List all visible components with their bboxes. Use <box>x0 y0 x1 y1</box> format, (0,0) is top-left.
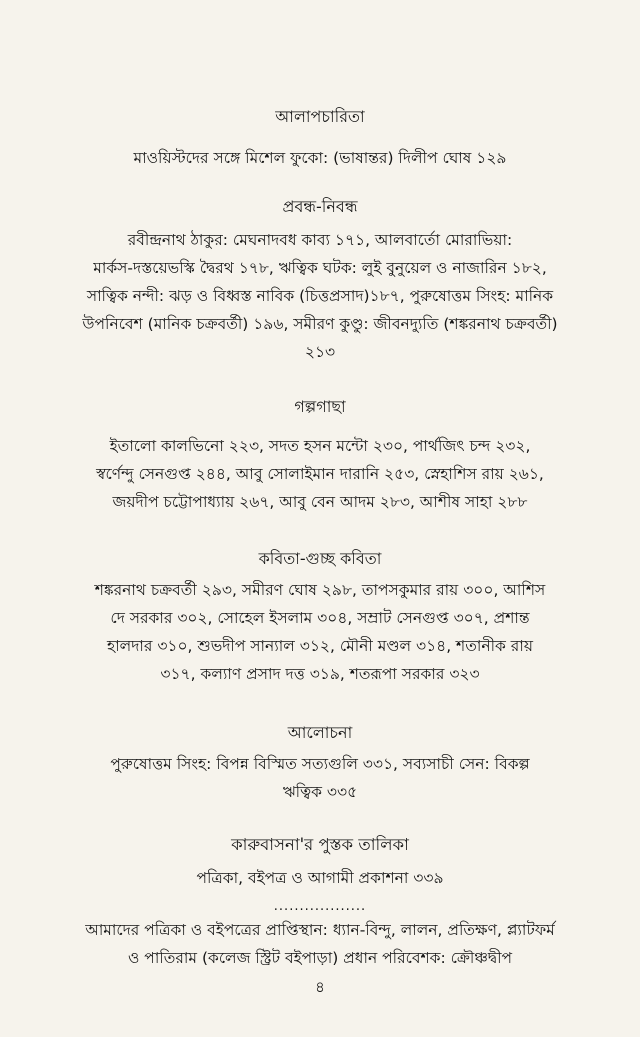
dotted-separator: .................. <box>273 899 367 914</box>
section-essays <box>36 196 604 366</box>
entry-line: পত্রিকা, বইপত্র ও আগামী প্রকাশনা ৩৩৯ <box>196 869 444 887</box>
entry-line: ২১৩ <box>304 343 336 361</box>
entry-line: জয়দীপ চট্টোপাধ্যায় ২৬৭, আবু বেন আদম ২৮৩, আশীষ সাহা ২৮৮ <box>112 493 528 511</box>
entry-line: রবীন্দ্রনাথ ঠাকুর: মেঘনাদবধ কাব্য ১৭১, আলবার্তো মোরাভিয়া: <box>127 231 513 249</box>
distribution-line: ও পাতিরাম (কলেজ স্ট্রিট বইপাড়া) প্রধান পরিবেশক: ক্রৌঞ্চদ্বীপ <box>127 949 513 967</box>
section-heading: আলোচনা <box>287 723 353 742</box>
section-entries <box>36 576 604 688</box>
entry-line: উপনিবেশ (মানিক চক্রবর্তী) ১৯৬, সমীরণ কুণ্ডু: জীবনদ্যুতি (শঙ্করনাথ চক্রবর্তী) <box>82 315 558 333</box>
section-entries <box>36 144 604 172</box>
distribution-note <box>36 916 604 972</box>
entry-line: ইতালো কালভিনো ২২৩, সদত হসন মন্টো ২৩০, পার্থজিৎ চন্দ ২৩২, <box>109 437 531 455</box>
section-heading: প্রবন্ধ-নিবন্ধ <box>282 197 358 216</box>
entry-line: হালদার ৩১০, শুভদীপ সান্যাল ৩১২, মৌনী মণ্ডল ৩১৪, শতানীক রায় <box>107 637 533 655</box>
entry-line: পুরুষোত্তম সিংহ: বিপন্ন বিস্মিত সত্যগুলি ৩৩১, সব্যসাচী সেন: বিকল্প <box>110 755 530 773</box>
section-entries <box>36 432 604 516</box>
section-poems <box>36 548 604 688</box>
entry-line: স্বর্ণেন্দু সেনগুপ্ত ২৪৪, আবু সোলাইমান দারানি ২৫৩, স্নেহাশিস রায় ২৬১, <box>96 465 544 483</box>
entry-line: শঙ্করনাথ চক্রবর্তী ২৯৩, সমীরণ ঘোষ ২৯৮, তাপসকুমার রায় ৩০০, আশিস <box>94 581 546 599</box>
section-interview <box>36 106 604 172</box>
distribution-line: আমাদের পত্রিকা ও বইপত্রের প্রাপ্তিস্থান: ধ্যান-বিন্দু, লালন, প্রতিক্ষণ, প্ল্যাটফর্ম <box>85 921 555 939</box>
entry-line: ৩১৭, কল্যাণ প্রসাদ দত্ত ৩১৯, শতরূপা সরকার ৩২৩ <box>160 665 480 683</box>
section-entries <box>36 226 604 366</box>
entry-line: মাওয়িস্টদের সঙ্গে মিশেল ফুকো: (ভাষান্তর) দিলীপ ঘোষ ১২৯ <box>133 149 507 167</box>
section-heading: কারুবাসনা'র পুস্তক তালিকা <box>231 835 409 854</box>
section-heading: গল্পগাছা <box>294 397 346 416</box>
page-number: ৪ <box>315 978 325 996</box>
section-stories <box>36 396 604 516</box>
entry-line: সাত্বিক নন্দী: ঝড় ও বিধ্বস্ত নাবিক (চিত্তপ্রসাদ)১৮৭, পুরুষোত্তম সিংহ: মানিক <box>86 287 554 305</box>
entry-line: ঋত্বিক ৩৩৫ <box>282 783 358 801</box>
section-book-catalog <box>36 834 604 892</box>
section-review <box>36 722 604 806</box>
section-entries <box>36 864 604 892</box>
entry-line: দে সরকার ৩০২, সোহেল ইসলাম ৩০৪, সম্রাট সেনগুপ্ত ৩০৭, প্রশান্ত <box>110 609 530 627</box>
section-entries <box>36 750 604 806</box>
section-heading: আলাপচারিতা <box>275 107 365 126</box>
section-heading: কবিতা-গুচ্ছ কবিতা <box>258 549 382 568</box>
entry-line: মার্কস-দস্তয়েভস্কি দ্বৈরথ ১৭৮, ঋত্বিক ঘটক: লুই বুনুয়েল ও নাজারিন ১৮২, <box>93 259 547 277</box>
